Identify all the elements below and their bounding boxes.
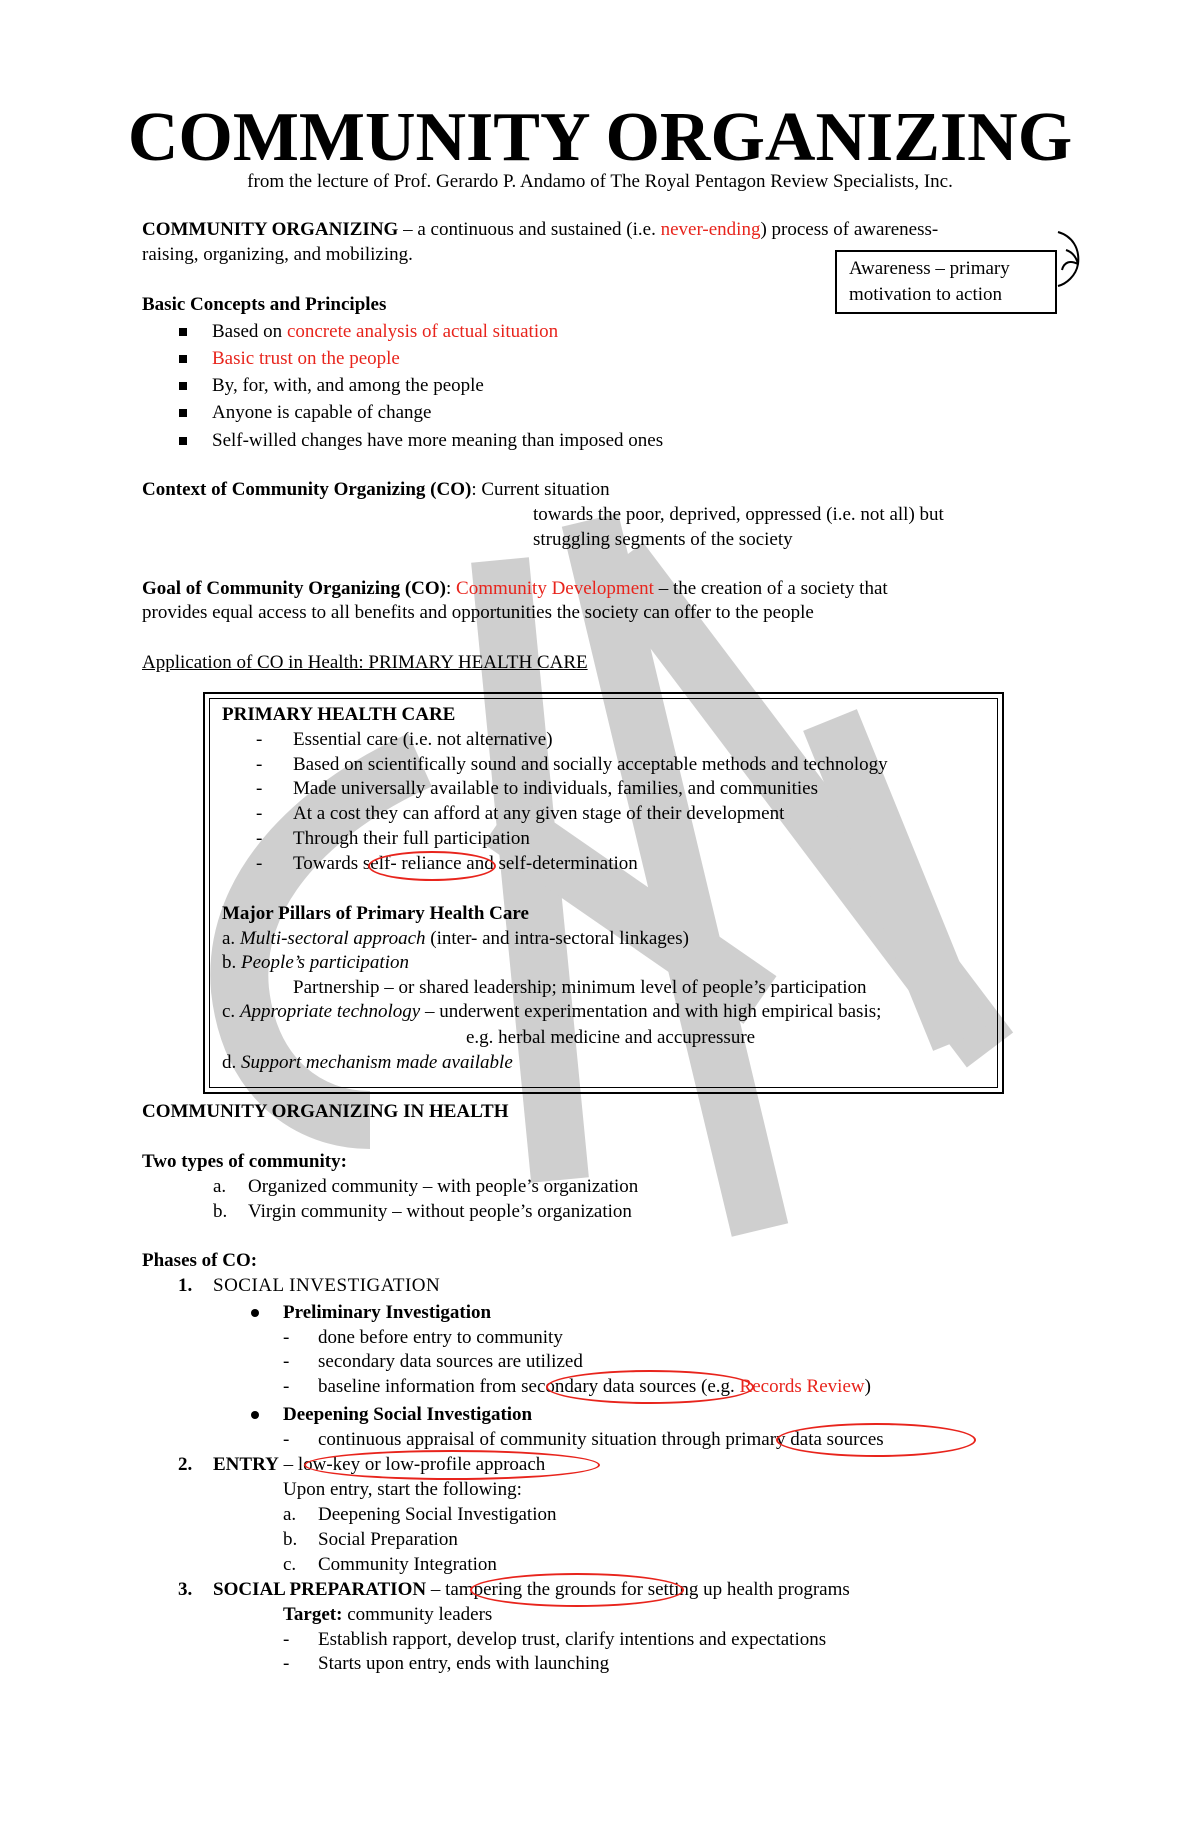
definition-text-after: ) process of awareness- [760,219,939,240]
definition-text-before: – a continuous and sustained (i.e. [398,219,661,240]
phase-3-item: Starts upon entry, ends with launching [318,1653,610,1674]
prelim-3-prefix: baseline information from secondary data sources (e.g. [318,1376,740,1397]
page-title: COMMUNITY ORGANIZING [127,99,1073,176]
basic-concept-item: Anyone is capable of change [212,402,432,423]
pillar-c [222,1000,881,1024]
annotation-circle [304,1450,600,1480]
basic-concept-1-highlight: concrete analysis of actual situation [286,321,559,342]
basic-concept-item: By, for, with, and among the people [212,375,484,396]
dash-marker: - [256,853,263,874]
dash-marker: - [283,1376,290,1397]
phase-2-text: – low-key or low-profile approach [278,1454,546,1475]
definition-term: COMMUNITY ORGANIZING [142,219,399,240]
pillar-c-text: – underwent experimentation and with high empirical basis; [420,1001,882,1022]
application-line: Application of CO in Health: PRIMARY HEALTH CARE [142,652,588,673]
pillar-d-title: Support mechanism made available [241,1052,513,1073]
list-marker: c. [283,1554,297,1575]
annotation-circle [368,851,496,881]
pillar-a [222,927,689,951]
phase-number: 1. [178,1275,193,1296]
pillar-a-prefix: a. [222,928,240,949]
basic-concept-item: Basic trust on the people [212,348,400,369]
dash-marker: - [283,1429,290,1450]
context-line-1 [142,478,610,502]
basic-concept-item: Self-willed changes have more meaning than imposed ones [212,430,664,451]
list-marker: b. [213,1201,228,1222]
dash-marker: - [256,778,263,799]
health-heading: COMMUNITY ORGANIZING IN HEALTH [142,1101,509,1122]
list-marker: a. [283,1504,297,1525]
callout-line-2: motivation to action [849,284,1003,305]
pillar-b-title: People’s participation [241,952,409,973]
dash-marker: - [283,1629,290,1650]
dash-marker: - [256,754,263,775]
goal-label: Goal of Community Organizing (CO) [142,578,446,599]
pillar-d-prefix: d. [222,1052,241,1073]
annotation-circle [776,1423,976,1457]
goal-line-2: provides equal access to all benefits and opportunities the society can offer to the people [142,602,814,623]
phase-number: 2. [178,1454,193,1475]
phase-2-title: ENTRY [213,1454,279,1475]
annotation-circle [470,1573,684,1607]
definition-line-2: raising, organizing, and mobilizing. [142,244,413,265]
basic-concept-1-prefix: Based on [212,321,287,342]
context-text: : Current situation [471,479,610,500]
dash-marker: - [283,1351,290,1372]
phase-number: 3. [178,1579,193,1600]
goal-highlight: Community Development [456,578,654,599]
pillar-b-prefix: b. [222,952,241,973]
phc-item: Essential care (i.e. not alternative) [293,729,553,750]
pillar-b-detail: Partnership – or shared leadership; minimum level of people’s participation [293,977,867,998]
context-line-2: towards the poor, deprived, oppressed (i.e. not all) but [533,504,944,525]
phc-item: Made universally available to individuals, families, and communities [293,778,819,799]
list-marker: a. [213,1176,227,1197]
phc-heading: PRIMARY HEALTH CARE [222,704,456,725]
phase-2-subtext: Upon entry, start the following: [283,1479,522,1500]
entry-step: Community Integration [318,1554,497,1575]
basic-concepts-heading: Basic Concepts and Principles [142,294,387,315]
callout-line-1: Awareness – primary [849,258,1010,279]
callout-hand-drawn-icon [1052,226,1088,290]
entry-step: Deepening Social Investigation [318,1504,557,1525]
phc-item: At a cost they can afford at any given stage of their development [293,803,785,824]
dash-marker: - [256,803,263,824]
phase-3-text: – tampering the grounds for setting up health programs [426,1579,850,1600]
community-type-item: Organized community – with people’s organization [248,1176,639,1197]
deep-item: continuous appraisal of community situation through primary data sources [318,1429,884,1450]
pillar-a-text: (inter- and intra-sectoral linkages) [425,928,689,949]
prelim-3-suffix: ) [864,1376,871,1397]
prelim-3-highlight: Records Review [739,1376,865,1397]
prelim-item: done before entry to community [318,1327,563,1348]
pillar-d [222,1051,513,1075]
page-subtitle: from the lecture of Prof. Gerardo P. Andamo of The Royal Pentagon Review Specialists, Inc. [247,171,953,192]
community-types-heading: Two types of community: [142,1151,347,1172]
phases-heading: Phases of CO: [142,1250,258,1271]
dash-marker: - [283,1327,290,1348]
pillar-b [222,951,409,975]
phase-3-title: SOCIAL PREPARATION [213,1579,427,1600]
context-line-3: struggling segments of the society [533,529,793,550]
dash-marker: - [256,828,263,849]
phase-1-title: SOCIAL INVESTIGATION [213,1275,441,1296]
prelim-item: secondary data sources are utilized [318,1351,583,1372]
annotation-circle [546,1370,754,1404]
pillar-c-title: Appropriate technology [239,1001,421,1022]
basic-concept-item [212,320,558,344]
phase-3-target-value: community leaders [342,1604,493,1625]
phase-3-target-label: Target: [283,1604,343,1625]
goal-line-1 [142,577,888,601]
goal-text: – the creation of a society that [653,578,888,599]
dash-marker: - [256,729,263,750]
phase-3-target [283,1603,492,1627]
definition-highlight: never-ending [660,219,761,240]
phase-3-item: Establish rapport, develop trust, clarify intentions and expectations [318,1629,827,1650]
phc-item: Based on scientifically sound and socially acceptable methods and technology [293,754,888,775]
pillar-c-prefix: c. [222,1001,240,1022]
pillar-a-title: Multi-sectoral approach [239,928,426,949]
list-marker: b. [283,1529,298,1550]
context-label: Context of Community Organizing (CO) [142,479,472,500]
pillar-c-detail: e.g. herbal medicine and accupressure [466,1027,756,1048]
definition-line-1 [142,218,938,242]
phc-item: Towards self- reliance and self-determination [293,853,638,874]
phc-item: Through their full participation [293,828,530,849]
goal-colon: : [446,578,457,599]
prelim-title: Preliminary Investigation [283,1302,492,1323]
deep-title: Deepening Social Investigation [283,1404,533,1425]
callout-box [835,250,1057,314]
dash-marker: - [283,1653,290,1674]
pillars-heading: Major Pillars of Primary Health Care [222,903,529,924]
community-type-item: Virgin community – without people’s organization [248,1201,632,1222]
entry-step: Social Preparation [318,1529,458,1550]
